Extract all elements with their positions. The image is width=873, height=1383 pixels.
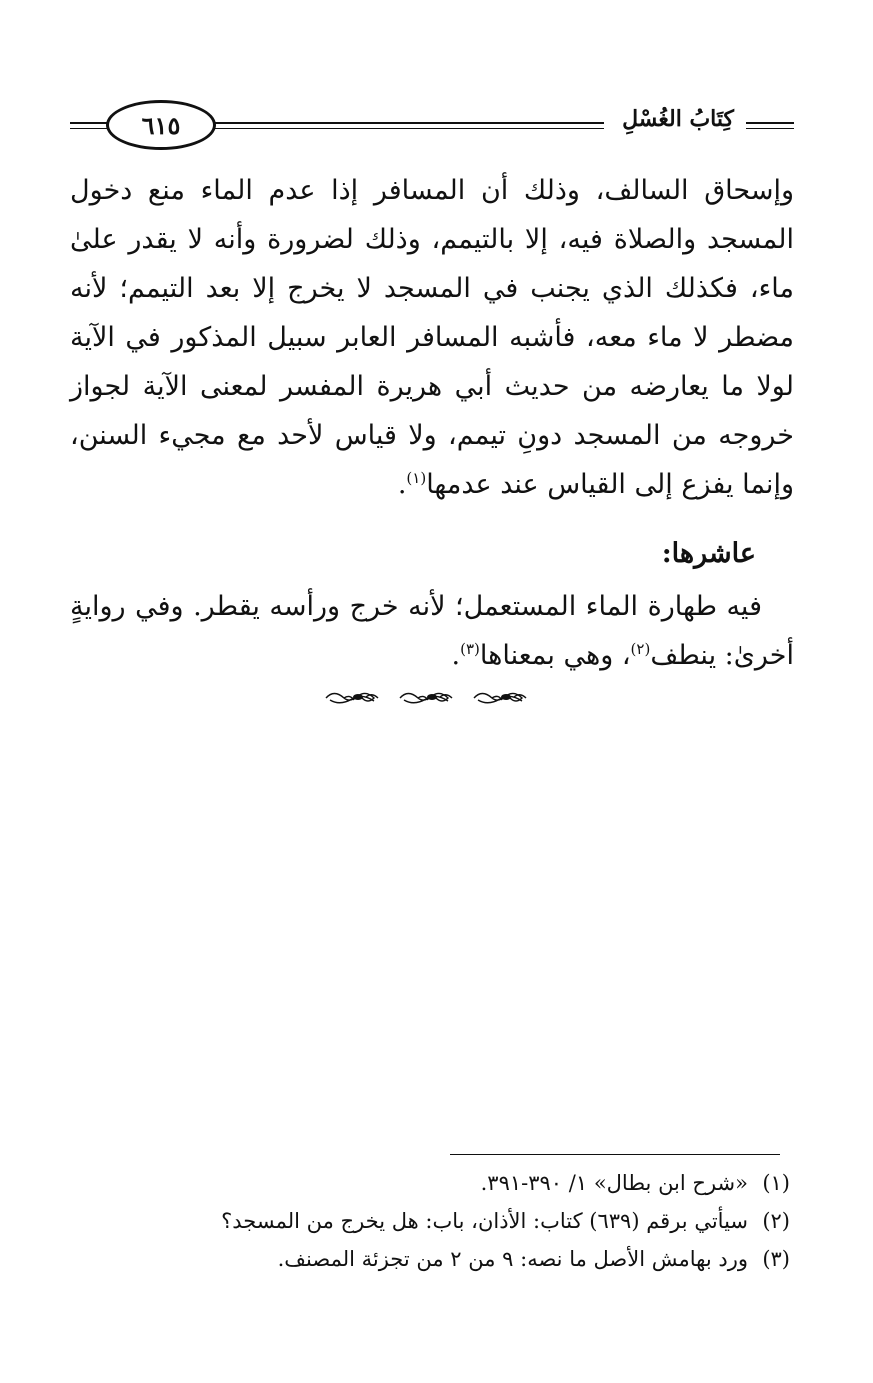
footnote-3-number: (٣) bbox=[762, 1247, 790, 1271]
footnote-ref-1: (١) bbox=[406, 469, 427, 487]
footnote-1-number: (١) bbox=[762, 1171, 790, 1195]
paragraph-2 bbox=[70, 582, 794, 680]
main-text bbox=[70, 166, 794, 680]
paragraph-2-end: . bbox=[451, 640, 461, 671]
footnote-ref-3: (٣) bbox=[460, 640, 480, 658]
header-rule-right-thin bbox=[746, 128, 794, 129]
footnotes bbox=[70, 1164, 790, 1278]
header-rule-middle-thin bbox=[180, 128, 604, 129]
section-heading: عاشرها: bbox=[661, 538, 756, 569]
running-title: كِتَابُ الغُسْلِ bbox=[616, 106, 740, 132]
footnote-3-text: ورد بهامش الأصل ما نصه: ٩ من ٢ من تجزئة المصنف. bbox=[277, 1247, 748, 1271]
paragraph-2-text-b: ، وهي بمعناها bbox=[479, 640, 631, 671]
footnote-3 bbox=[70, 1240, 790, 1278]
paragraph-1-text: وإسحاق السالف، وذلك أن المسافر إذا عدم الماء منع دخول المسجد والصلاة فيه، إلا بالتيمم، وذلك لضرورة وأنه لا يقدر علىٰ ماء، فكذلك الذي يجنب في المسجد لا يخرج إلا بعد التيمم؛ لأنه مضطر لا ماء معه، فأشبه المسافر العابر سبيل المذكور في الآية لولا ما يعارضه من حديث أبي هريرة المفسر لمعنى الآية لجواز خروجه من المسجد دونِ تيمم، ولا قياس لأحد مع مجيء السنن، وإنما يفزع إلى القياس عند عدمها bbox=[70, 175, 794, 500]
footnote-1-text: «شرح ابن بطال» ١/ ٣٩٠-٣٩١. bbox=[480, 1171, 748, 1195]
page-number: ٦١٥ bbox=[141, 110, 181, 140]
header-rule-right bbox=[746, 122, 794, 124]
ornament-divider bbox=[322, 686, 542, 708]
footnote-2 bbox=[70, 1202, 790, 1240]
paragraph-1-end: . bbox=[397, 469, 407, 500]
footnote-2-text: سيأتي برقم (٦٣٩) كتاب: الأذان، باب: هل يخرج من المسجد؟ bbox=[221, 1209, 748, 1233]
header-rule-middle bbox=[180, 122, 604, 124]
page-number-oval bbox=[106, 100, 216, 150]
paragraph-1 bbox=[70, 166, 794, 509]
footnote-separator bbox=[450, 1154, 780, 1155]
footnote-ref-2: (٢) bbox=[630, 640, 651, 658]
paragraph-2-text-a: فيه طهارة الماء المستعمل؛ لأنه خرج ورأسه يقطر. وفي روايةٍ أخرىٰ: ينطف bbox=[70, 591, 794, 671]
footnote-1 bbox=[70, 1164, 790, 1202]
footnote-2-number: (٢) bbox=[762, 1209, 790, 1233]
page-header bbox=[70, 96, 794, 156]
